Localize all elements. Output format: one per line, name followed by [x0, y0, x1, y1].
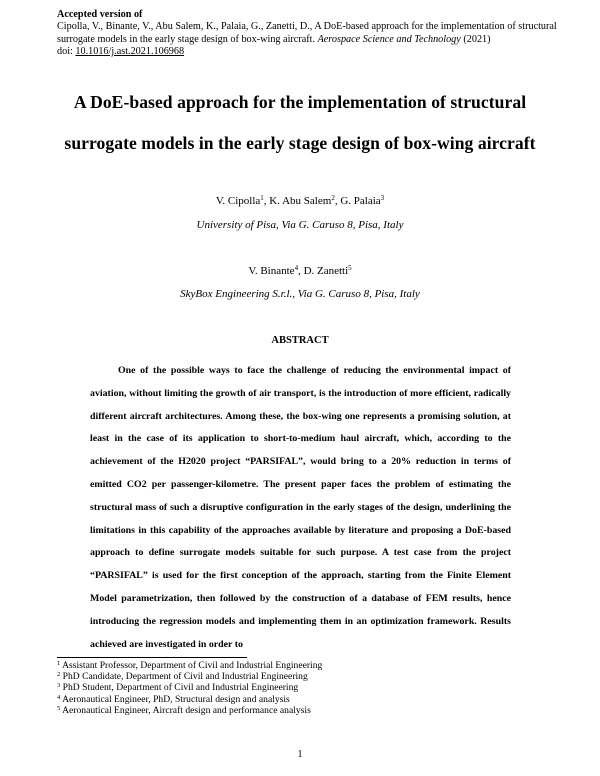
footnote-1-number: 1 — [57, 660, 61, 667]
footnote-2 — [57, 671, 537, 682]
doi-label: doi: — [57, 45, 73, 57]
citation-line-1: Cipolla, V., Binante, V., Abu Salem, K., Palaia, G., Zanetti, D., A DoE-based approach for the implementation of structural — [57, 21, 557, 33]
page-number: 1 — [297, 749, 303, 760]
accepted-version-label: Accepted version of — [57, 9, 143, 20]
footnote-4-number: 4 — [57, 693, 61, 701]
authors-group-1 — [40, 195, 560, 207]
affiliation-university-of-pisa: University of Pisa, Via G. Caruso 8, Pisa, Italy — [196, 219, 404, 231]
authors-group-2 — [40, 265, 560, 277]
abstract-heading: ABSTRACT — [271, 335, 329, 346]
footnote-divider — [57, 657, 247, 658]
footnote-5-text: Aeronautical Engineer, Aircraft design and performance analysis — [60, 704, 311, 716]
citation-header — [57, 9, 557, 58]
footnote-1 — [57, 660, 537, 671]
doi-line — [57, 46, 557, 58]
citation-journal: Aerospace Science and Technology — [317, 33, 461, 45]
affiliation-skybox-engineering: SkyBox Engineering S.r.l., Via G. Caruso 8, Pisa, Italy — [180, 288, 420, 300]
footnote-1-text: Assistant Professor, Department of Civil and Industrial Engineering — [60, 660, 323, 671]
author-zanetti: , D. Zanetti — [298, 265, 349, 277]
footnote-2-number: 2 — [57, 671, 61, 679]
footnote-3-number: 3 — [57, 682, 61, 690]
citation-year: (2021) — [463, 33, 491, 45]
author-zanetti-footnote-ref: 5 — [348, 264, 352, 272]
abstract-text: One of the possible ways to face the challenge of reducing the environmental impact of aviation, without limiting the growth of air transport, is the introduction of more efficient, radically different aircraft architectures. Among these, the box-wing one represents a promising solution, at least in the case of its application to short-to-medium haul aircraft, which, according to the achievement of the H2020 project “PARSIFAL”, would bring to a 20% reduction in terms of emitted CO2 per passenger-kilometre. The present paper faces the problem of estimating the structural mass of such a disruptive configuration in the early stages of the design, underlining the limitations in this capability of the approaches available by literature and proposing a DoE-based approach to define surrogate models suitable for such purpose. A test case from the project “PARSIFAL” is used for the first conception of the approach, starting from the Finite Element Model parametrization, then followed by the construction of a database of FEM results, hence introducing the regression models and implementing them in an optimization framework. Results achieved are investigated in order to — [90, 365, 511, 650]
footnote-3-text: PhD Student, Department of Civil and Industrial Engineering — [60, 682, 299, 694]
doi-link[interactable]: 10.1016/j.ast.2021.106968 — [75, 45, 185, 57]
footnote-5 — [57, 705, 537, 716]
author-binante: V. Binante — [248, 265, 295, 277]
author-binante-footnote-ref: 4 — [294, 264, 299, 272]
citation-title-tail: surrogate models in the early stage design of box-wing aircraft. — [57, 33, 316, 45]
footnote-4-text: Aeronautical Engineer, PhD, Structural design and analysis — [60, 693, 290, 705]
paper-title-line-1: A DoE-based approach for the implementation of structural — [73, 92, 527, 112]
author-abu-salem-footnote-ref: 2 — [331, 194, 335, 202]
author-cipolla: V. Cipolla — [215, 195, 261, 207]
paper-title-line-2: surrogate models in the early stage design of box-wing aircraft — [64, 133, 536, 153]
author-abu-salem: , K. Abu Salem — [263, 195, 332, 207]
footnotes — [57, 660, 537, 716]
author-cipolla-footnote-ref: 1 — [260, 194, 264, 202]
author-palaia: , G. Palaia — [334, 195, 381, 207]
footnote-5-number: 5 — [57, 704, 61, 712]
author-palaia-footnote-ref: 3 — [380, 194, 385, 202]
citation-line-2 — [57, 34, 557, 46]
footnote-4 — [57, 694, 537, 705]
footnote-3 — [57, 682, 537, 693]
footnote-2-text: PhD Candidate, Department of Civil and Industrial Engineering — [60, 671, 308, 683]
